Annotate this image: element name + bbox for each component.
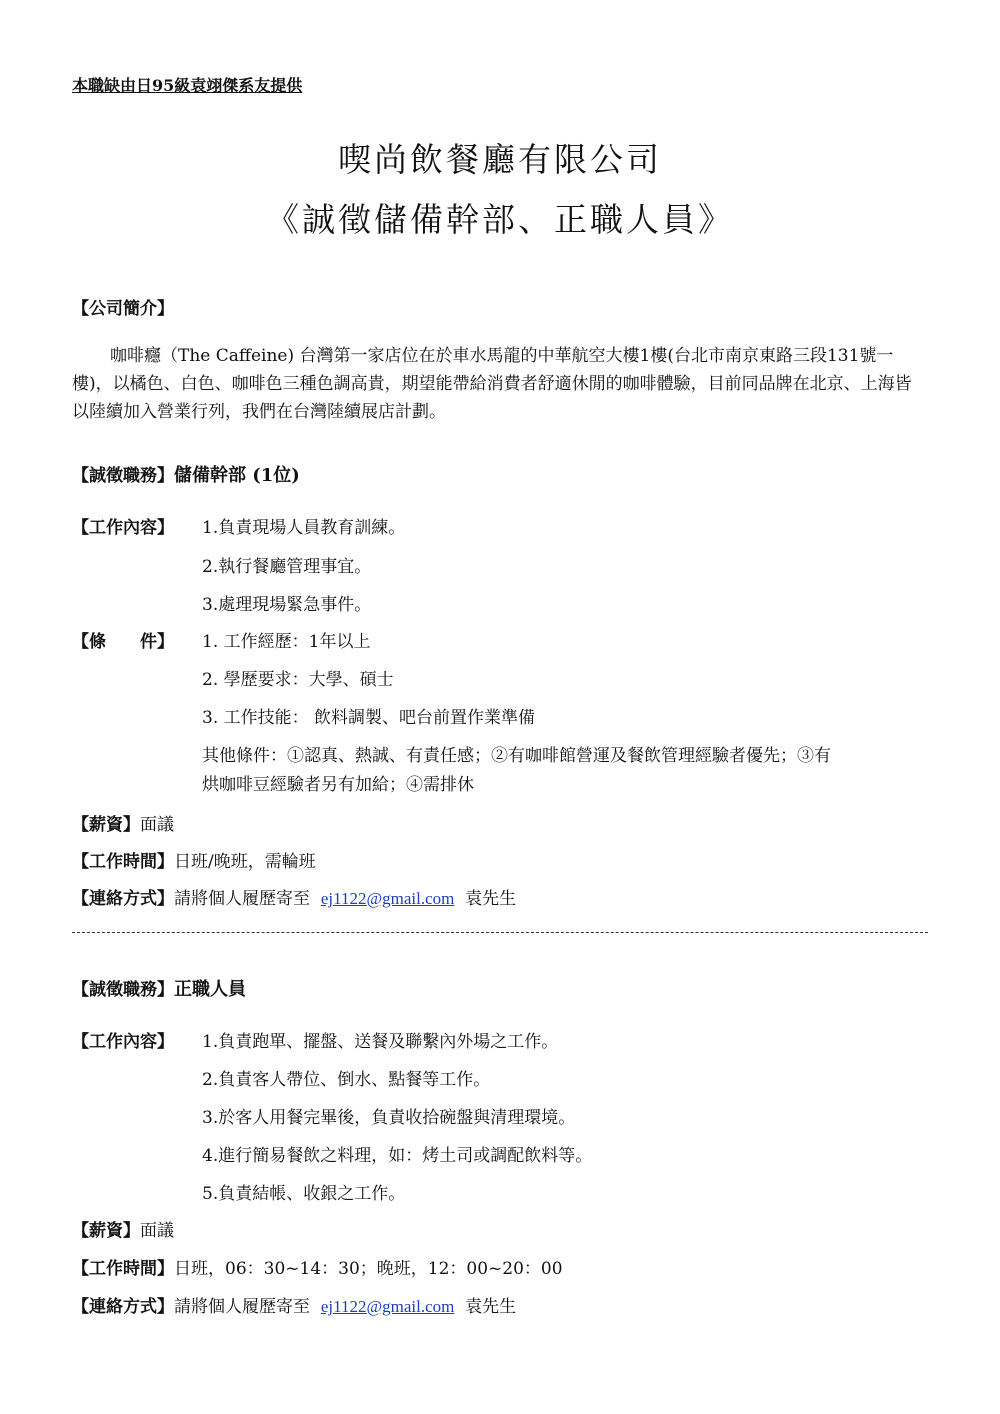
job2-salary-value: 面議 [140, 1221, 174, 1241]
job1-other-line2: 烘咖啡豆經驗者另有加給；④需排休 [202, 775, 474, 795]
job1-role: 儲備幹部 (1位) [174, 465, 300, 486]
job2-duty-item: 3.於客人用餐完畢後，負責收拾碗盤與清理環境。 [202, 1108, 576, 1128]
job1-duty-item: 3.處理現場緊急事件。 [202, 595, 372, 615]
job1-other-line1: 其他條件：①認真、熱誠、有責任感；②有咖啡館營運及餐飲管理經驗者優先；③有 [202, 746, 831, 766]
job2-email-link[interactable]: ej1122@gmail.com [320, 1297, 455, 1316]
job1-duty-item: 1.負責現場人員教育訓練。 [202, 518, 406, 538]
job2-contact-person: 袁先生 [465, 1297, 517, 1317]
intro-label: 【公司簡介】 [72, 299, 174, 319]
job2-contact-label: 【連絡方式】 [72, 1297, 174, 1317]
job2-contact [72, 1295, 516, 1319]
job1-contact-label: 【連絡方式】 [72, 889, 174, 909]
job1-hours-label: 【工作時間】 [72, 852, 174, 872]
job1-hours [72, 850, 316, 874]
job2-duties-label: 【工作內容】 [72, 1032, 174, 1052]
job2-salary [72, 1219, 174, 1243]
job1-contact-person: 袁先生 [465, 889, 517, 909]
section-divider [72, 932, 928, 933]
job1-duties-label: 【工作內容】 [72, 518, 174, 538]
job1-salary [72, 813, 174, 837]
job2-duty-item: 2.負責客人帶位、倒水、點餐等工作。 [202, 1070, 491, 1090]
job1-duty-item: 2.執行餐廳管理事宜。 [202, 557, 372, 577]
job2-label: 【誠徵職務】 [72, 980, 174, 1000]
headline: 《誠徵儲備幹部、正職人員》 [266, 200, 734, 239]
job2-duty-item: 1.負責跑單、擺盤、送餐及聯繫內外場之工作。 [202, 1032, 559, 1052]
job1-req-item: 3. 工作技能： 飲料調製、吧台前置作業準備 [202, 708, 536, 728]
job2-hours [72, 1257, 563, 1281]
job1-hours-value: 日班/晚班，需輪班 [174, 852, 316, 872]
job1-label: 【誠徵職務】 [72, 466, 174, 486]
job1-req-item: 1. 工作經歷：1年以上 [202, 632, 371, 652]
job2-contact-text: 請將個人履歷寄至 [174, 1297, 310, 1317]
job2-role: 正職人員 [174, 979, 246, 1000]
job2-salary-label: 【薪資】 [72, 1221, 140, 1241]
job2-hours-label: 【工作時間】 [72, 1259, 174, 1279]
company-name: 喫尚飲餐廳有限公司 [338, 140, 662, 179]
job2-duty-item: 4.進行簡易餐飲之料理，如：烤土司或調配飲料等。 [202, 1146, 593, 1166]
job1-contact [72, 887, 516, 911]
job2-duty-item: 5.負責結帳、收銀之工作。 [202, 1184, 406, 1204]
job1-req-label: 【條 件】 [72, 632, 174, 652]
job1-salary-value: 面議 [140, 815, 174, 835]
job1-email-link[interactable]: ej1122@gmail.com [320, 889, 455, 908]
job1-salary-label: 【薪資】 [72, 815, 140, 835]
job2-heading [72, 978, 246, 1002]
intro-text: 咖啡癮（The Caffeine) 台灣第一家店位在於車水馬龍的中華航空大樓1樓(台北市南京東路三段131號一樓)，以橘色、白色、咖啡色三種色調高貴，期望能帶給消費者舒適休閒的咖啡體驗，目前同品牌在北京、上海皆以陸續加入營業行列，我們在台灣陸續展店計劃。 [72, 346, 912, 422]
job1-req-item: 2. 學歷要求：大學、碩士 [202, 670, 394, 690]
source-note: 本職缺由日95級袁翊傑系友提供 [72, 76, 303, 95]
job1-contact-text: 請將個人履歷寄至 [174, 889, 310, 909]
job2-hours-value: 日班，06：30~14：30；晚班，12：00~20：00 [174, 1259, 563, 1279]
job1-heading [72, 464, 300, 488]
